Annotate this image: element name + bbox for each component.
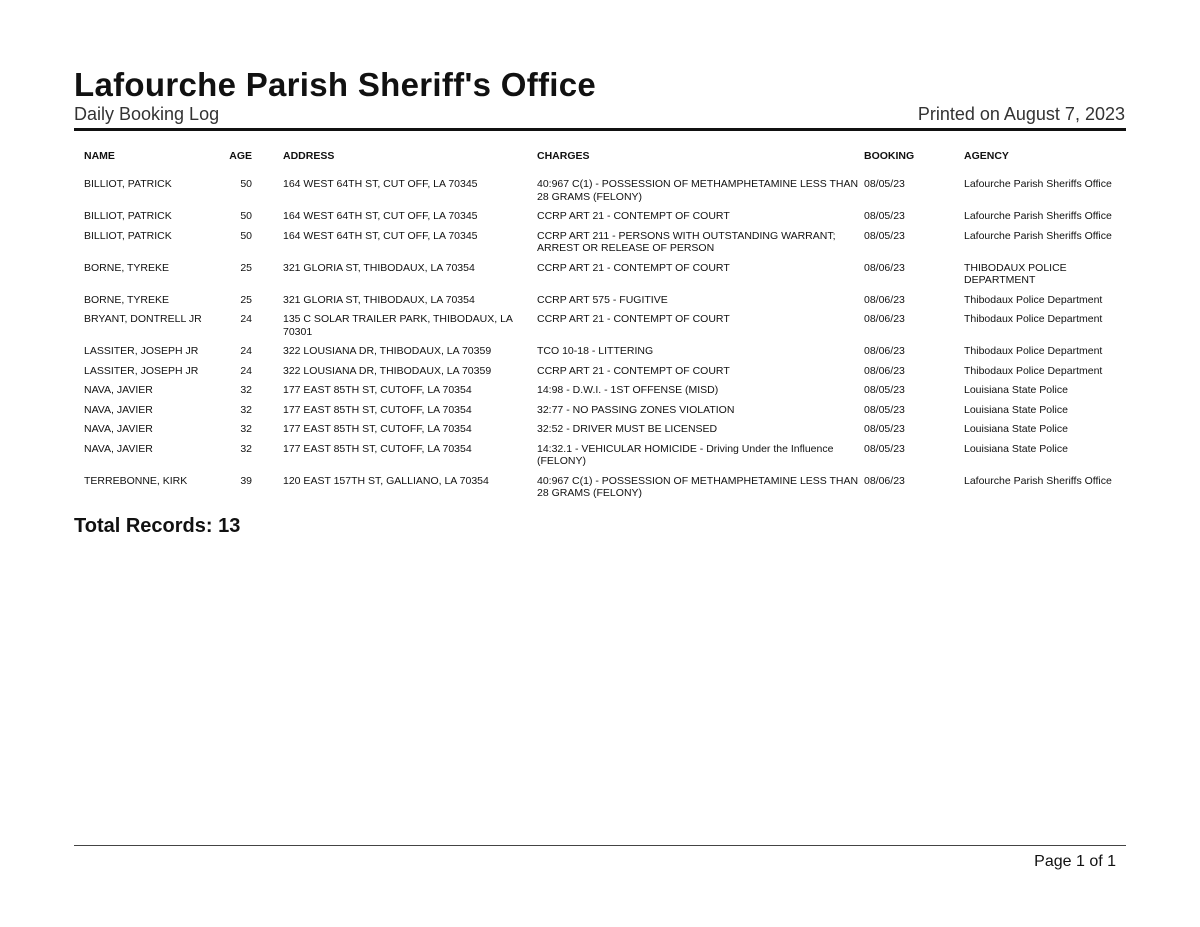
cell-agency: Lafourche Parish Sheriffs Office [964, 474, 1112, 487]
cell-charges: TCO 10-18 - LITTERING [537, 345, 654, 357]
column-header-charges: CHARGES [537, 150, 590, 162]
cell-age: 32 [240, 403, 252, 416]
cell-name: BRYANT, DONTRELL JR [84, 313, 202, 325]
cell-age: 32 [240, 384, 252, 396]
column-header-booking: BOOKING [864, 150, 915, 162]
table-row [74, 178, 1126, 210]
booking-table [74, 146, 1126, 507]
table-row [74, 230, 1126, 262]
footer-divider [74, 845, 1126, 846]
cell-agency: Thibodaux Police Department [964, 313, 1103, 325]
cell-age: 24 [240, 345, 252, 357]
column-header-age: AGE [229, 150, 252, 162]
table-row [74, 365, 1126, 385]
cell-name: NAVA, JAVIER [84, 384, 153, 396]
cell-agency: Lafourche Parish Sheriffs Office [964, 229, 1112, 242]
cell-booking: 08/06/23 [864, 313, 905, 325]
cell-agency: Louisiana State Police [964, 384, 1068, 396]
cell-booking: 08/06/23 [864, 474, 905, 487]
cell-address: 177 EAST 85TH ST, CUTOFF, LA 70354 [283, 423, 472, 435]
cell-charges: 14:32.1 - VEHICULAR HOMICIDE - Driving Under the Influence (FELONY) [537, 442, 834, 467]
cell-address: 177 EAST 85TH ST, CUTOFF, LA 70354 [283, 442, 472, 455]
cell-address: 177 EAST 85TH ST, CUTOFF, LA 70354 [283, 403, 472, 416]
cell-agency: Louisiana State Police [964, 423, 1068, 435]
report-body [0, 146, 1200, 538]
cell-agency: Thibodaux Police Department [964, 293, 1103, 306]
cell-address: 135 C SOLAR TRAILER PARK, THIBODAUX, LA 70301 [283, 313, 513, 338]
cell-charges: CCRP ART 575 - FUGITIVE [537, 293, 668, 306]
cell-agency: Lafourche Parish Sheriffs Office [964, 178, 1112, 190]
table-row [74, 262, 1126, 294]
cell-age: 50 [240, 229, 252, 242]
table-row [74, 210, 1126, 230]
cell-age: 24 [240, 313, 252, 325]
cell-address: 322 LOUSIANA DR, THIBODAUX, LA 70359 [283, 364, 492, 377]
table-row [74, 313, 1126, 345]
report-subtitle: Daily Booking Log [74, 104, 220, 124]
cell-age: 25 [240, 293, 252, 306]
table-row [74, 384, 1126, 404]
cell-agency: THIBODAUX POLICE DEPARTMENT [964, 261, 1067, 286]
printed-date: Printed on August 7, 2023 [917, 104, 1125, 124]
cell-booking: 08/06/23 [864, 261, 905, 274]
table-header-row [74, 146, 1126, 178]
cell-booking: 08/05/23 [864, 423, 905, 435]
cell-agency: Thibodaux Police Department [964, 345, 1103, 357]
cell-booking: 08/05/23 [864, 442, 905, 455]
cell-agency: Lafourche Parish Sheriffs Office [964, 210, 1112, 222]
cell-name: LASSITER, JOSEPH JR [84, 345, 199, 357]
cell-address: 322 LOUSIANA DR, THIBODAUX, LA 70359 [283, 345, 492, 357]
cell-name: NAVA, JAVIER [84, 403, 153, 416]
table-row [74, 443, 1126, 475]
table-row [74, 345, 1126, 365]
page-title: Lafourche Parish Sheriff's Office [74, 66, 597, 103]
cell-address: 321 GLORIA ST, THIBODAUX, LA 70354 [283, 293, 475, 306]
cell-age: 39 [240, 474, 252, 487]
cell-name: TERREBONNE, KIRK [84, 474, 188, 487]
cell-booking: 08/05/23 [864, 178, 905, 190]
cell-age: 25 [240, 261, 252, 274]
cell-charges: 40:967 C(1) - POSSESSION OF METHAMPHETAMINE LESS THAN 28 GRAMS (FELONY) [537, 474, 859, 499]
cell-charges: 14:98 - D.W.I. - 1ST OFFENSE (MISD) [537, 384, 719, 396]
cell-booking: 08/06/23 [864, 364, 905, 377]
cell-charges: 40:967 C(1) - POSSESSION OF METHAMPHETAMINE LESS THAN 28 GRAMS (FELONY) [537, 178, 859, 203]
cell-name: BORNE, TYREKE [84, 293, 169, 306]
cell-address: 321 GLORIA ST, THIBODAUX, LA 70354 [283, 261, 475, 274]
column-header-address: ADDRESS [283, 150, 335, 162]
header-divider [74, 128, 1126, 131]
cell-charges: CCRP ART 211 - PERSONS WITH OUTSTANDING WARRANT; ARREST OR RELEASE OF PERSON [537, 229, 836, 254]
cell-name: LASSITER, JOSEPH JR [84, 364, 199, 377]
table-row [74, 475, 1126, 507]
table-row [74, 423, 1126, 443]
cell-charges: 32:77 - NO PASSING ZONES VIOLATION [537, 403, 735, 416]
page-number: Page 1 of 1 [1034, 853, 1116, 870]
cell-age: 32 [240, 442, 252, 455]
cell-name: BORNE, TYREKE [84, 261, 169, 274]
cell-charges: 32:52 - DRIVER MUST BE LICENSED [537, 423, 718, 435]
cell-booking: 08/05/23 [864, 229, 905, 242]
table-row [74, 404, 1126, 424]
cell-charges: CCRP ART 21 - CONTEMPT OF COURT [537, 261, 730, 274]
cell-address: 177 EAST 85TH ST, CUTOFF, LA 70354 [283, 384, 472, 396]
column-header-name: NAME [84, 150, 115, 162]
cell-address: 164 WEST 64TH ST, CUT OFF, LA 70345 [283, 210, 478, 222]
cell-charges: CCRP ART 21 - CONTEMPT OF COURT [537, 364, 730, 377]
cell-booking: 08/05/23 [864, 384, 905, 396]
cell-age: 50 [240, 210, 252, 222]
column-header-agency: AGENCY [964, 150, 1009, 162]
total-records: Total Records: 13 [74, 514, 241, 537]
cell-booking: 08/05/23 [864, 403, 905, 416]
cell-booking: 08/06/23 [864, 345, 905, 357]
cell-address: 164 WEST 64TH ST, CUT OFF, LA 70345 [283, 178, 478, 190]
cell-booking: 08/06/23 [864, 293, 905, 306]
cell-agency: Louisiana State Police [964, 442, 1068, 455]
cell-address: 164 WEST 64TH ST, CUT OFF, LA 70345 [283, 229, 478, 242]
cell-age: 50 [240, 178, 252, 190]
cell-agency: Louisiana State Police [964, 403, 1068, 416]
cell-age: 32 [240, 423, 252, 435]
cell-name: NAVA, JAVIER [84, 442, 153, 455]
cell-address: 120 EAST 157TH ST, GALLIANO, LA 70354 [283, 474, 489, 487]
cell-booking: 08/05/23 [864, 210, 905, 222]
table-row [74, 294, 1126, 314]
cell-charges: CCRP ART 21 - CONTEMPT OF COURT [537, 313, 730, 325]
cell-name: BILLIOT, PATRICK [84, 229, 172, 242]
cell-name: BILLIOT, PATRICK [84, 178, 172, 190]
cell-agency: Thibodaux Police Department [964, 364, 1103, 377]
cell-charges: CCRP ART 21 - CONTEMPT OF COURT [537, 210, 730, 222]
cell-name: BILLIOT, PATRICK [84, 210, 172, 222]
cell-name: NAVA, JAVIER [84, 423, 153, 435]
cell-age: 24 [240, 364, 252, 377]
